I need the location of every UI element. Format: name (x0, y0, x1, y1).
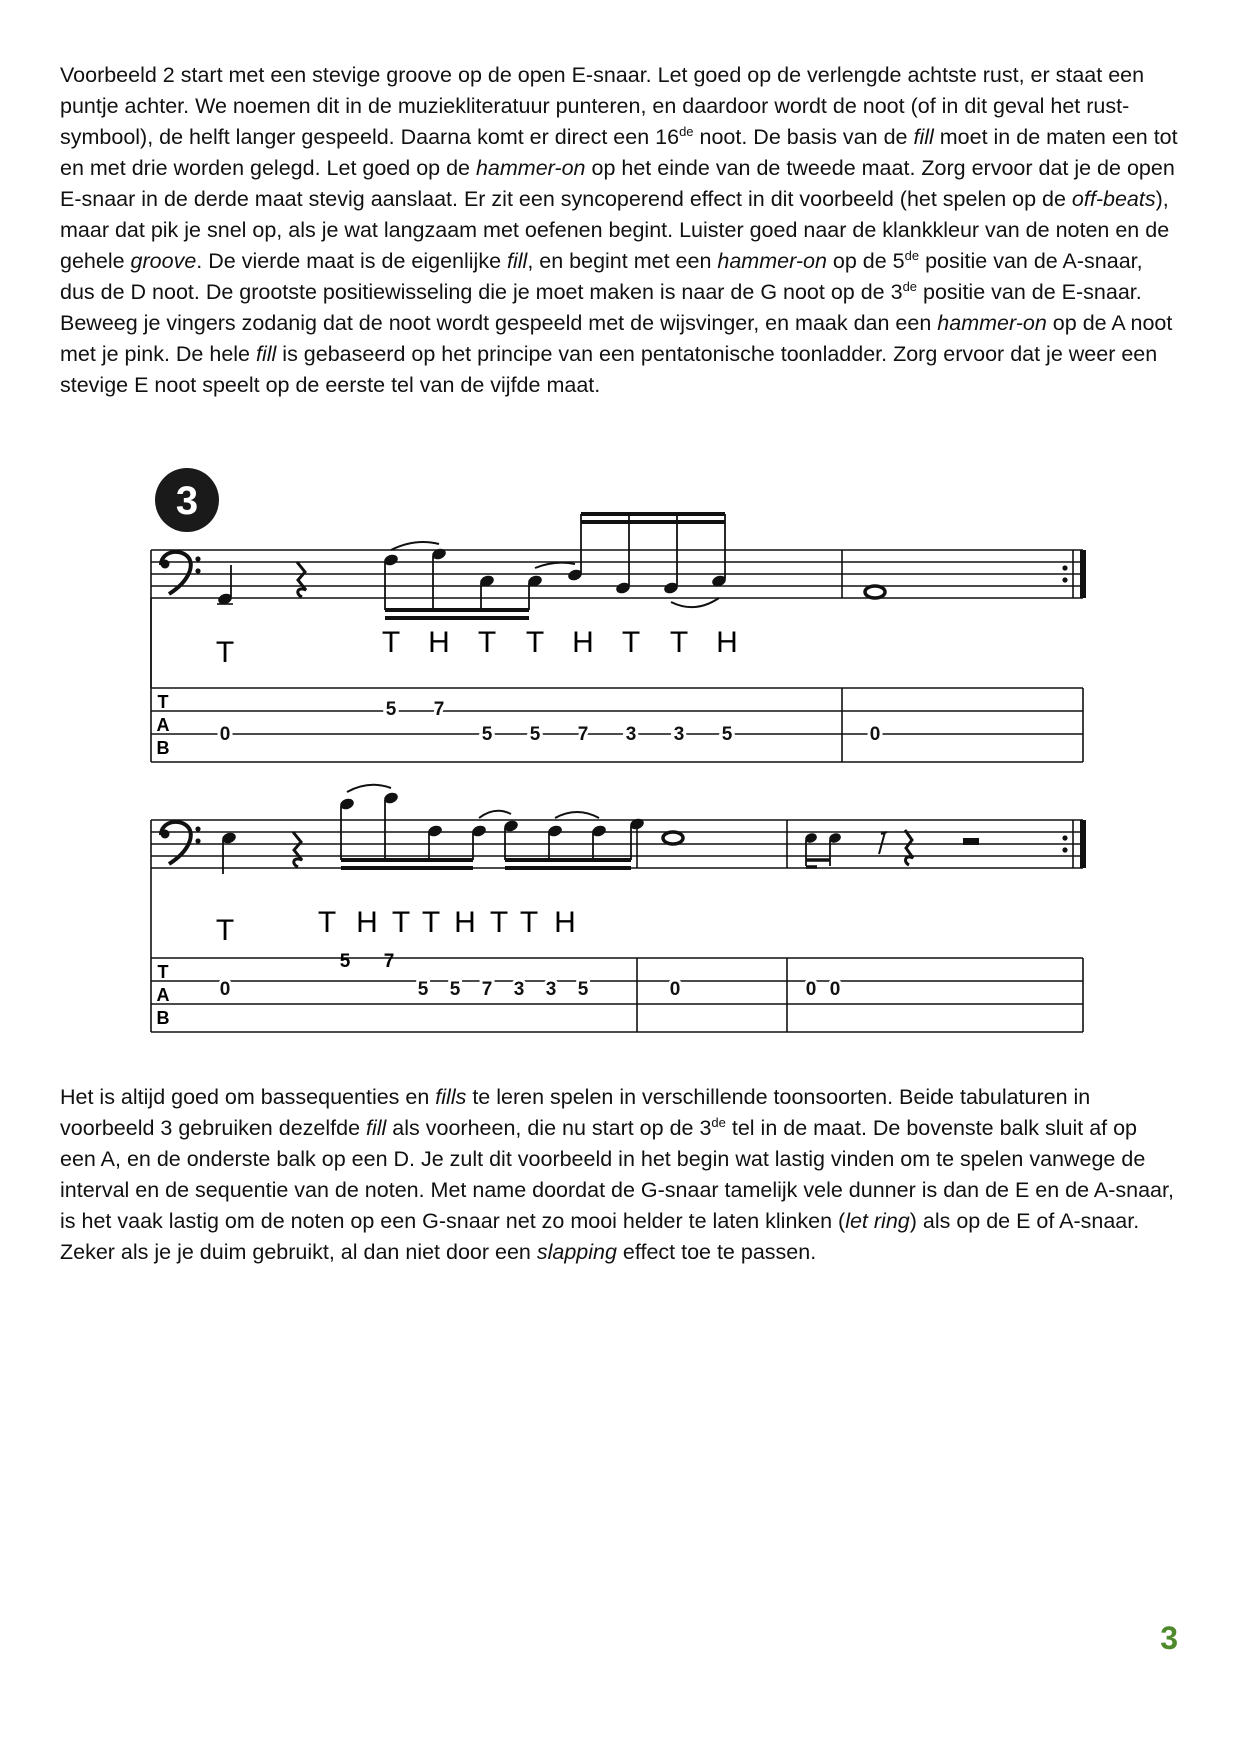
text-run: fill (913, 125, 934, 149)
tab-clef (157, 962, 170, 1028)
text-run: groove (130, 249, 197, 273)
technique-label: T (669, 626, 689, 659)
text-run: , en begint met een (527, 249, 718, 273)
text-run: positie van de E-snaar. Beweeg je vingers zodanig dat de noot wordt gespeeld met de wijsvinger, en maak dan een (60, 280, 1142, 335)
tab-fret: 7 (383, 951, 395, 972)
text-run: fills (435, 1085, 467, 1109)
example-number-badge (155, 468, 219, 532)
tab-fret: 7 (433, 699, 445, 720)
technique-label: T (519, 906, 539, 939)
half-rest (963, 838, 979, 845)
text-run: fill (507, 249, 528, 273)
tab-fret: 5 (385, 699, 397, 720)
text-run: moet in de maten een tot en met drie worden gelegd. Let goed op de (60, 125, 1178, 180)
tab-fret: 0 (219, 979, 231, 1000)
quarter-rest (293, 832, 302, 867)
text-run: de (904, 248, 920, 263)
technique-label: H (572, 626, 594, 659)
text-run: hammer-on (717, 249, 827, 273)
technique-label: T (489, 906, 509, 939)
tab-numbers-1 (220, 699, 881, 745)
quarter-rest (297, 562, 306, 597)
text-run: op de 5 (826, 249, 905, 273)
tab-fret: 7 (481, 979, 493, 1000)
text-run: tel in de maat. De bovenste balk sluit af op een A, en de onderste balk op een D. Je zult dit voorbeeld in het begin wat lastig vinden om te spelen vanwege de interval en de sequentie van de noten. Met name doordat de G-snaar tamelijk vele dunner is dan de E en de A-snaar, is het vaak lastig om de noten op een G-snaar net zo mooi helder te laten klinken ( (60, 1116, 1174, 1233)
sixteenth-rest (879, 832, 887, 854)
technique-run-2 (318, 906, 576, 939)
sixteenth-group (385, 556, 529, 618)
bass-notation-figure (145, 462, 1095, 1052)
text-run: de (902, 279, 918, 294)
staff-1 (151, 550, 1083, 762)
svg-text:B: B (156, 1008, 170, 1028)
badge-number: 3 (175, 479, 199, 523)
whole-note (865, 586, 885, 598)
technique-label: H (454, 906, 476, 939)
technique-label: T (525, 626, 545, 659)
tab-fret: 5 (449, 979, 461, 1000)
text-run: off-beats (1071, 187, 1156, 211)
technique-label: T (215, 636, 235, 669)
system-2 (151, 785, 1083, 1032)
svg-text:A: A (156, 715, 170, 735)
text-run: noot. De basis van de (693, 125, 914, 149)
technique-label: T (477, 626, 497, 659)
sixteenth-group (341, 800, 473, 868)
text-run: is gebaseerd op het principe van een pentatonische toonladder. Zorg ervoor dat je weer een stevige E noot speelt op de eerste tel van de vijfde maat. (60, 342, 1158, 397)
technique-label: H (554, 906, 576, 939)
tab-fret: 5 (417, 979, 429, 1000)
svg-text:B: B (156, 738, 170, 758)
text-run: Voorbeeld 2 start met een stevige groove op de open E-snaar. Let goed op de verlengde achtste rust, er staat een puntje achter. We noemen dit in de muziekliteratuur punteren, en daardoor wordt de noot (of in dit geval het rust-symbool), de helft langer gespeeld. Daarna komt er direct een 16 (60, 63, 1145, 149)
text-run: de (711, 1115, 726, 1130)
tab-clef (157, 692, 170, 758)
tab-fret: 0 (219, 724, 231, 745)
text-run: op het einde van de tweede maat. Zorg ervoor dat je de open E-snaar in de derde maat stevig aanslaat. Er zit een syncoperend effect in dit voorbeeld (het spelen op de (60, 156, 1175, 211)
text-run: de (679, 124, 694, 139)
tab-fret: 5 (721, 724, 733, 745)
tab-fret: 5 (481, 724, 493, 745)
text-run: let ring (845, 1209, 910, 1233)
technique-label: T (381, 626, 401, 659)
tab-fret: 5 (529, 724, 541, 745)
text-run: fill (256, 342, 277, 366)
tab-fret: 5 (339, 951, 351, 972)
text-run: ), maar dat pik je snel op, als je wat langzaam met oefenen begint. Luister goed naar de klankkleur van de noten en de gehele (60, 187, 1170, 273)
text-run: positie van de A-snaar, dus de D noot. De grootste positiewisseling die je moet maken is naar de G noot op de 3 (60, 249, 1143, 304)
tab-fret: 0 (869, 724, 881, 745)
technique-run-1 (382, 626, 738, 659)
text-run: hammer-on (475, 156, 586, 180)
tab-fret: 0 (829, 979, 841, 1000)
text-run: als voorheen, die nu start op de 3 (386, 1116, 712, 1140)
technique-label: T (215, 914, 235, 947)
technique-label: T (421, 906, 441, 939)
page-number: 3 (1160, 1620, 1178, 1656)
whole-note (663, 832, 683, 844)
quarter-rest (905, 830, 913, 865)
technique-label: T (317, 906, 337, 939)
text-run: ) als op de E of A-snaar. Zeker als je je duim gebruikt, al dan niet door een (60, 1209, 1140, 1264)
text-run: fill (366, 1116, 387, 1140)
technique-label: H (716, 626, 738, 659)
tab-fret: 7 (577, 724, 589, 745)
text-run: hammer-on (937, 311, 1047, 335)
bass-clef-icon (161, 822, 201, 864)
svg-text:A: A (156, 985, 170, 1005)
tab-fret: 5 (577, 979, 589, 1000)
technique-label: T (621, 626, 641, 659)
paragraph-2 (60, 1082, 1178, 1268)
technique-label: T (391, 906, 411, 939)
tab-staff-2 (151, 958, 1083, 1032)
tab-fret: 0 (669, 979, 681, 1000)
system-1 (151, 514, 1083, 762)
tab-fret: 3 (513, 979, 525, 1000)
svg-text:T: T (157, 692, 169, 712)
text-run: te leren spelen in verschillende toonsoorten. Beide tabulaturen in voorbeeld 3 gebruiken dezelfde (60, 1085, 1091, 1140)
text-run: op de A noot met je pink. De hele (60, 311, 1173, 366)
staff-2 (151, 820, 1083, 1032)
svg-text:T: T (157, 962, 169, 982)
technique-label: H (356, 906, 378, 939)
text-run: slapping (536, 1240, 617, 1264)
tab-fret: 3 (625, 724, 637, 745)
technique-label: H (428, 626, 450, 659)
tab-fret: 3 (673, 724, 685, 745)
tab-fret: 0 (805, 979, 817, 1000)
text-run: effect toe te passen. (616, 1240, 817, 1264)
paragraph-1 (60, 60, 1178, 401)
tab-fret: 3 (545, 979, 557, 1000)
tab-staff-1 (151, 688, 1083, 762)
bass-clef-icon (161, 552, 201, 594)
note (804, 832, 842, 867)
text-run: Het is altijd goed om bassequenties en (60, 1085, 436, 1109)
text-run: . De vierde maat is de eigenlijke (196, 249, 508, 273)
